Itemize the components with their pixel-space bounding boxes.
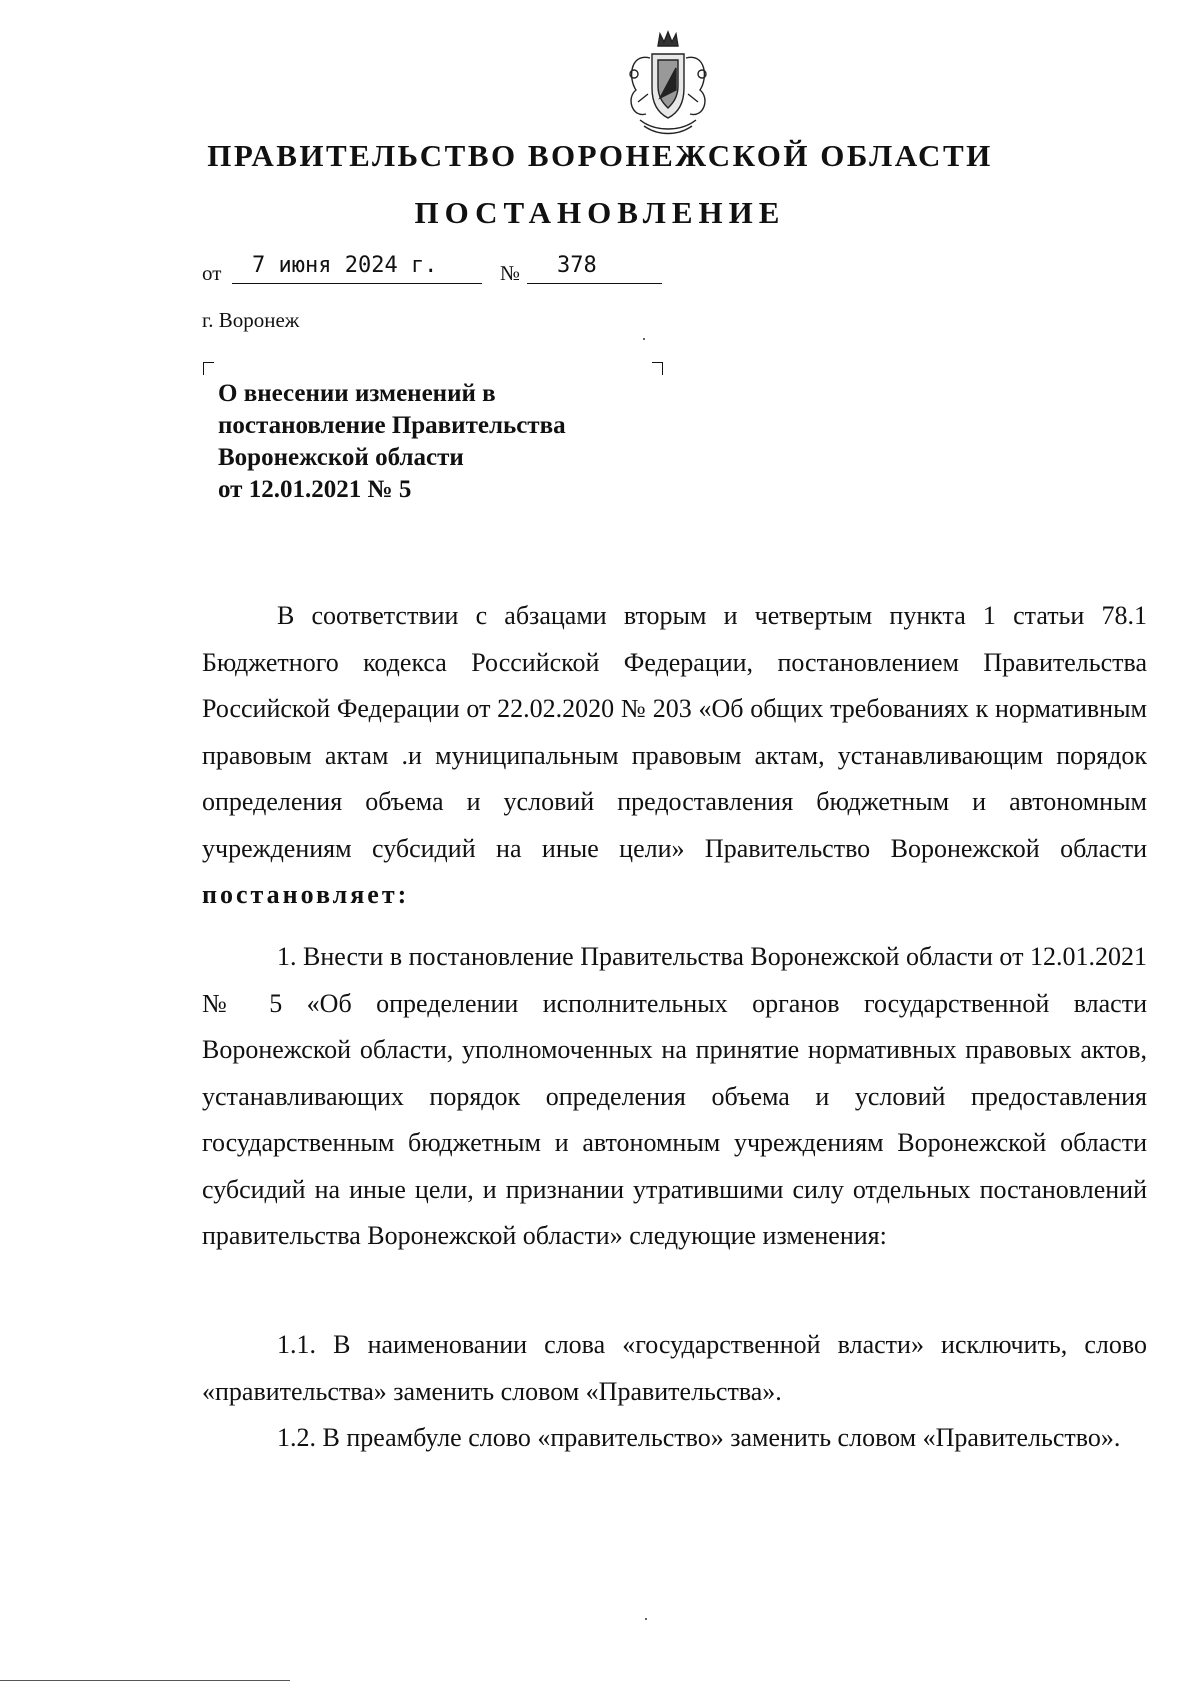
date-prefix: от bbox=[202, 261, 222, 285]
subject-line: Воронежской области bbox=[218, 444, 464, 471]
decree-word: постановляет: bbox=[202, 880, 410, 909]
city: г. Воронеж bbox=[202, 308, 300, 332]
number-field bbox=[527, 255, 662, 284]
subject-corner-left bbox=[203, 362, 214, 375]
item-1-1-paragraph bbox=[202, 1322, 1147, 1415]
number-label: № bbox=[500, 261, 521, 285]
preamble-text: В соответствии с абзацами вторым и четвертым пункта 1 статьи 78.1 Бюджетного кодекса Российской Федерации, постановлением Правительства Российской Федерации от 22.02.2020 № 203 «Об общих требованиях к нормативным правовым актам .и муниципальным правовым актам, устанавливающим порядок определения объема и условий предоставления бюджетным и автономным учреждениям субсидий на иные цели» Правительство Воронежской области bbox=[202, 601, 1147, 863]
preamble-paragraph bbox=[202, 593, 1147, 919]
subject-corner-right bbox=[652, 362, 663, 375]
item-1-text: 1. Внести в постановление Правительства Воронежской области от 12.01.2021 № 5 «Об определении исполнительных органов государственной власти Воронежской области, уполномоченных на принятие нормативных правовых актов, устанавливающих порядок определения объема и условий предоставления государственным бюджетным и автономным учреждениям Воронежской области субсидий на иные цели, и признании утратившими силу отдельных постановлений правительства Воронежской области» следующие изменения: bbox=[202, 942, 1147, 1250]
item-1-2-text: 1.2. В преамбуле слово «правительство» заменить словом «Правительство». bbox=[277, 1423, 1121, 1452]
subject-line: постановление Правительства bbox=[218, 412, 566, 439]
subject-line: О внесении изменений в bbox=[218, 380, 496, 407]
item-1-1-text: 1.1. В наименовании слова «государственной власти» исключить, слово «правительства» заменить словом «Правительства». bbox=[202, 1330, 1147, 1406]
footer-rule bbox=[0, 1680, 290, 1681]
coat-of-arms-icon bbox=[620, 28, 716, 138]
scan-speck bbox=[645, 1618, 647, 1620]
document-date: 7 июня 2024 г. bbox=[252, 253, 438, 278]
document-number: 378 bbox=[557, 253, 597, 278]
item-1-2-paragraph bbox=[202, 1415, 1147, 1462]
requisites-line bbox=[202, 255, 662, 287]
item-1-paragraph bbox=[202, 934, 1147, 1260]
subject-line: от 12.01.2021 № 5 bbox=[218, 476, 412, 503]
date-field bbox=[232, 255, 482, 284]
document-type: ПОСТАНОВЛЕНИЕ bbox=[414, 195, 786, 230]
government-title: ПРАВИТЕЛЬСТВО ВОРОНЕЖСКОЙ ОБЛАСТИ bbox=[207, 138, 993, 173]
scan-speck bbox=[643, 338, 645, 340]
document-subject bbox=[218, 378, 566, 506]
